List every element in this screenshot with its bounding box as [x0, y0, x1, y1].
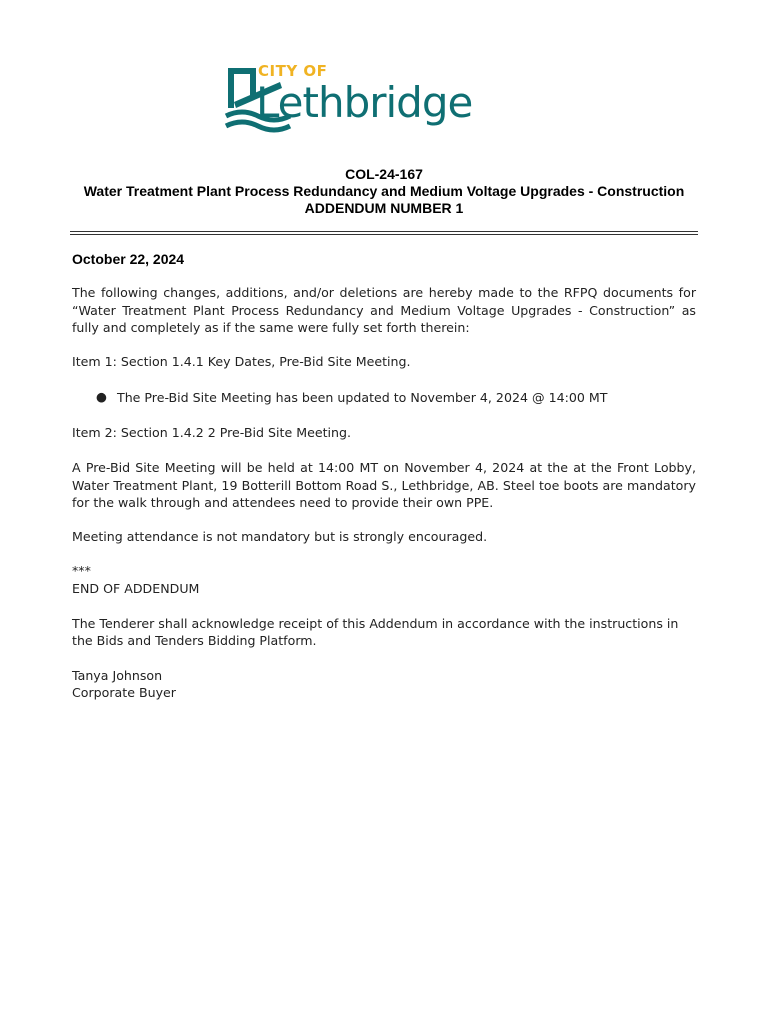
end-label: END OF ADDENDUM [72, 581, 200, 596]
logo-name: Lethbridge [256, 78, 473, 127]
acknowledge-line1: The Tenderer shall acknowledge receipt of this Addendum in accordance with the instructions in [72, 616, 679, 631]
item2-note: Meeting attendance is not mandatory but is strongly encouraged. [72, 529, 488, 544]
bullet-icon: ● [96, 389, 107, 404]
item1-title: Item 1: Section 1.4.1 Key Dates, Pre-Bid Site Meeting. [72, 354, 411, 369]
city-logo [222, 60, 532, 140]
addendum-number: ADDENDUM NUMBER 1 [304, 200, 464, 216]
item2-title: Item 2: Section 1.4.2 2 Pre-Bid Site Meeting. [72, 425, 351, 440]
end-stars: *** [72, 563, 91, 578]
signature-name: Tanya Johnson [72, 668, 163, 683]
document-code: COL-24-167 [345, 166, 423, 182]
logo-city-of: CITY OF [258, 62, 328, 80]
divider-bottom [70, 234, 698, 235]
divider-top [70, 231, 698, 232]
signature-role: Corporate Buyer [72, 685, 176, 700]
acknowledge-line2: the Bids and Tenders Bidding Platform. [72, 633, 317, 648]
document-heading [0, 166, 768, 217]
item1-bullet: The Pre-Bid Site Meeting has been updated to November 4, 2024 @ 14:00 MT [117, 390, 608, 405]
intro-paragraph: The following changes, additions, and/or deletions are hereby made to the RFPQ documents for “Water Treatment Plant Process Redundancy and Medium Voltage Upgrades - Construction” as fully and completely as if the same were fully set forth therein: [72, 285, 696, 335]
document-date: October 22, 2024 [72, 251, 185, 267]
item2-body: A Pre-Bid Site Meeting will be held at 14:00 MT on November 4, 2024 at the at the Front Lobby, Water Treatment Plant, 19 Botterill Bottom Road S., Lethbridge, AB. Steel toe boots are mandatory for the walk through and attendees need to provide their own PPE. [72, 460, 696, 510]
document-title: Water Treatment Plant Process Redundancy and Medium Voltage Upgrades - Construction [83, 183, 685, 199]
